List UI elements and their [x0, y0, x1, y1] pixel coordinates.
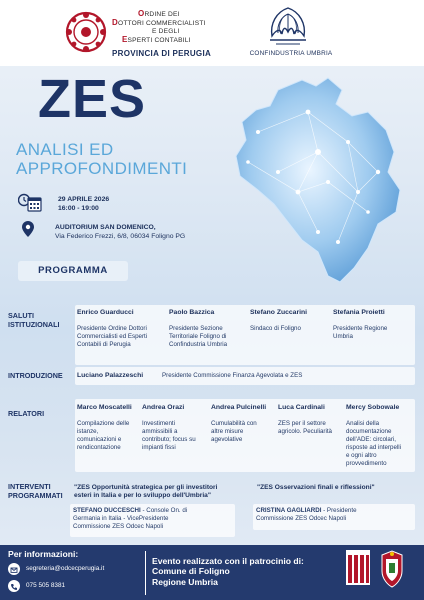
speaker-topic: ZES per il settore agricolo. Peculiarità	[278, 420, 332, 435]
page-title: ZES	[38, 69, 147, 129]
speaker-name: Stefano Zuccarini	[250, 309, 308, 316]
intervento-speaker: STEFANO DUCCESCHI - Console On. di Germania in Italia - VicePresidente Commissione ZES Odcec Napoli	[73, 507, 188, 530]
programma-heading: PROGRAMMA	[18, 261, 128, 281]
contact-phone[interactable]: 075 505 8381	[26, 582, 66, 589]
location-pin-icon	[22, 221, 34, 237]
speaker-name: Andrea Pulcinelli	[211, 404, 267, 411]
section-saluti-label: SALUTI ISTITUZIONALI	[8, 311, 60, 329]
section-interventi-label: INTERVENTI PROGRAMMATI	[8, 482, 63, 500]
section-introduzione-label: INTRODUZIONE	[8, 371, 63, 380]
umbria-map-illustration	[218, 72, 424, 292]
speaker-name: Mercy Sobowale	[346, 404, 400, 411]
patrocinio-text: Evento realizzato con il patrocinio di: Comune di Foligno Regione Umbria	[152, 556, 304, 587]
calendar-icon	[18, 193, 42, 213]
confindustria-logo-icon	[262, 6, 314, 48]
phone-icon	[8, 580, 20, 592]
comune-foligno-crest-icon	[345, 549, 371, 587]
speaker-role: Presidente Ordine Dottori Commercialisti ed Esperti Contabili di Perugia	[77, 325, 148, 348]
speaker-name: Luciano Palazzeschi	[77, 372, 144, 379]
footer-bar	[0, 545, 424, 600]
speaker-role: Presidente Commissione Finanza Agevolata e ZES	[162, 372, 303, 379]
intervento-title: "ZES Opportunità strategica per gli investitori esteri in Italia e per lo sviluppo dell'Umbria"	[74, 484, 218, 499]
speaker-name: Luca Cardinali	[278, 404, 325, 411]
regione-umbria-crest-icon	[378, 549, 406, 589]
odc-logo-icon	[64, 10, 108, 54]
contact-email[interactable]: segreteria@odcecperugia.it	[26, 565, 105, 572]
odc-name: ORDINE DEI DOTTORI COMMERCIALISTI E DEGLI ESPERTI CONTABILI PROVINCIA DI PERUGIA	[112, 10, 242, 58]
speaker-topic: Cumulabilità con altre misure agevolative	[211, 420, 257, 443]
footer-divider	[145, 551, 146, 595]
speaker-topic: Analisi della documentazione dell'ADE: circolari, risposte ad interpelli e ogni altro provvedimento	[346, 420, 402, 467]
speaker-role: Presidente Regione Umbria	[333, 325, 388, 340]
info-title: Per informazioni:	[8, 549, 79, 559]
email-icon	[8, 563, 20, 575]
intervento-title: "ZES Osservazioni finali e riflessioni"	[257, 484, 375, 491]
speaker-topic: Investimenti ammissibili a contributo; focus su impianti fissi	[142, 420, 196, 451]
speaker-name: Marco Moscatelli	[77, 404, 132, 411]
confindustria-name: CONFINDUSTRIA UMBRIA	[249, 50, 333, 57]
section-relatori-label: RELATORI	[8, 409, 45, 418]
header-bar	[0, 0, 424, 66]
speaker-name: Enrico Guarducci	[77, 309, 134, 316]
speaker-role: Sindaco di Foligno	[250, 325, 301, 332]
speaker-topic: Compilazione delle istanze, comunicazioni e rendicontazione	[77, 420, 130, 451]
speaker-name: Andrea Orazi	[142, 404, 185, 411]
page-subtitle: ANALISI ED APPROFONDIMENTI	[16, 140, 188, 178]
speaker-role: Presidente Sezione Territoriale Foligno di Confindustria Umbria	[169, 325, 228, 348]
speaker-name: Stefania Proietti	[333, 309, 385, 316]
odc-province: PROVINCIA DI PERUGIA	[112, 49, 212, 58]
event-date: 29 APRILE 2026 16:00 - 19:00	[58, 196, 110, 212]
speaker-name: Paolo Bazzica	[169, 309, 215, 316]
intervento-speaker: CRISTINA GAGLIARDI - Presidente Commissione ZES Odcec Napoli	[256, 507, 357, 522]
event-venue: AUDITORIUM SAN DOMENICO, Via Federico Frezzi, 6/8, 06034 Foligno PG	[55, 224, 186, 240]
